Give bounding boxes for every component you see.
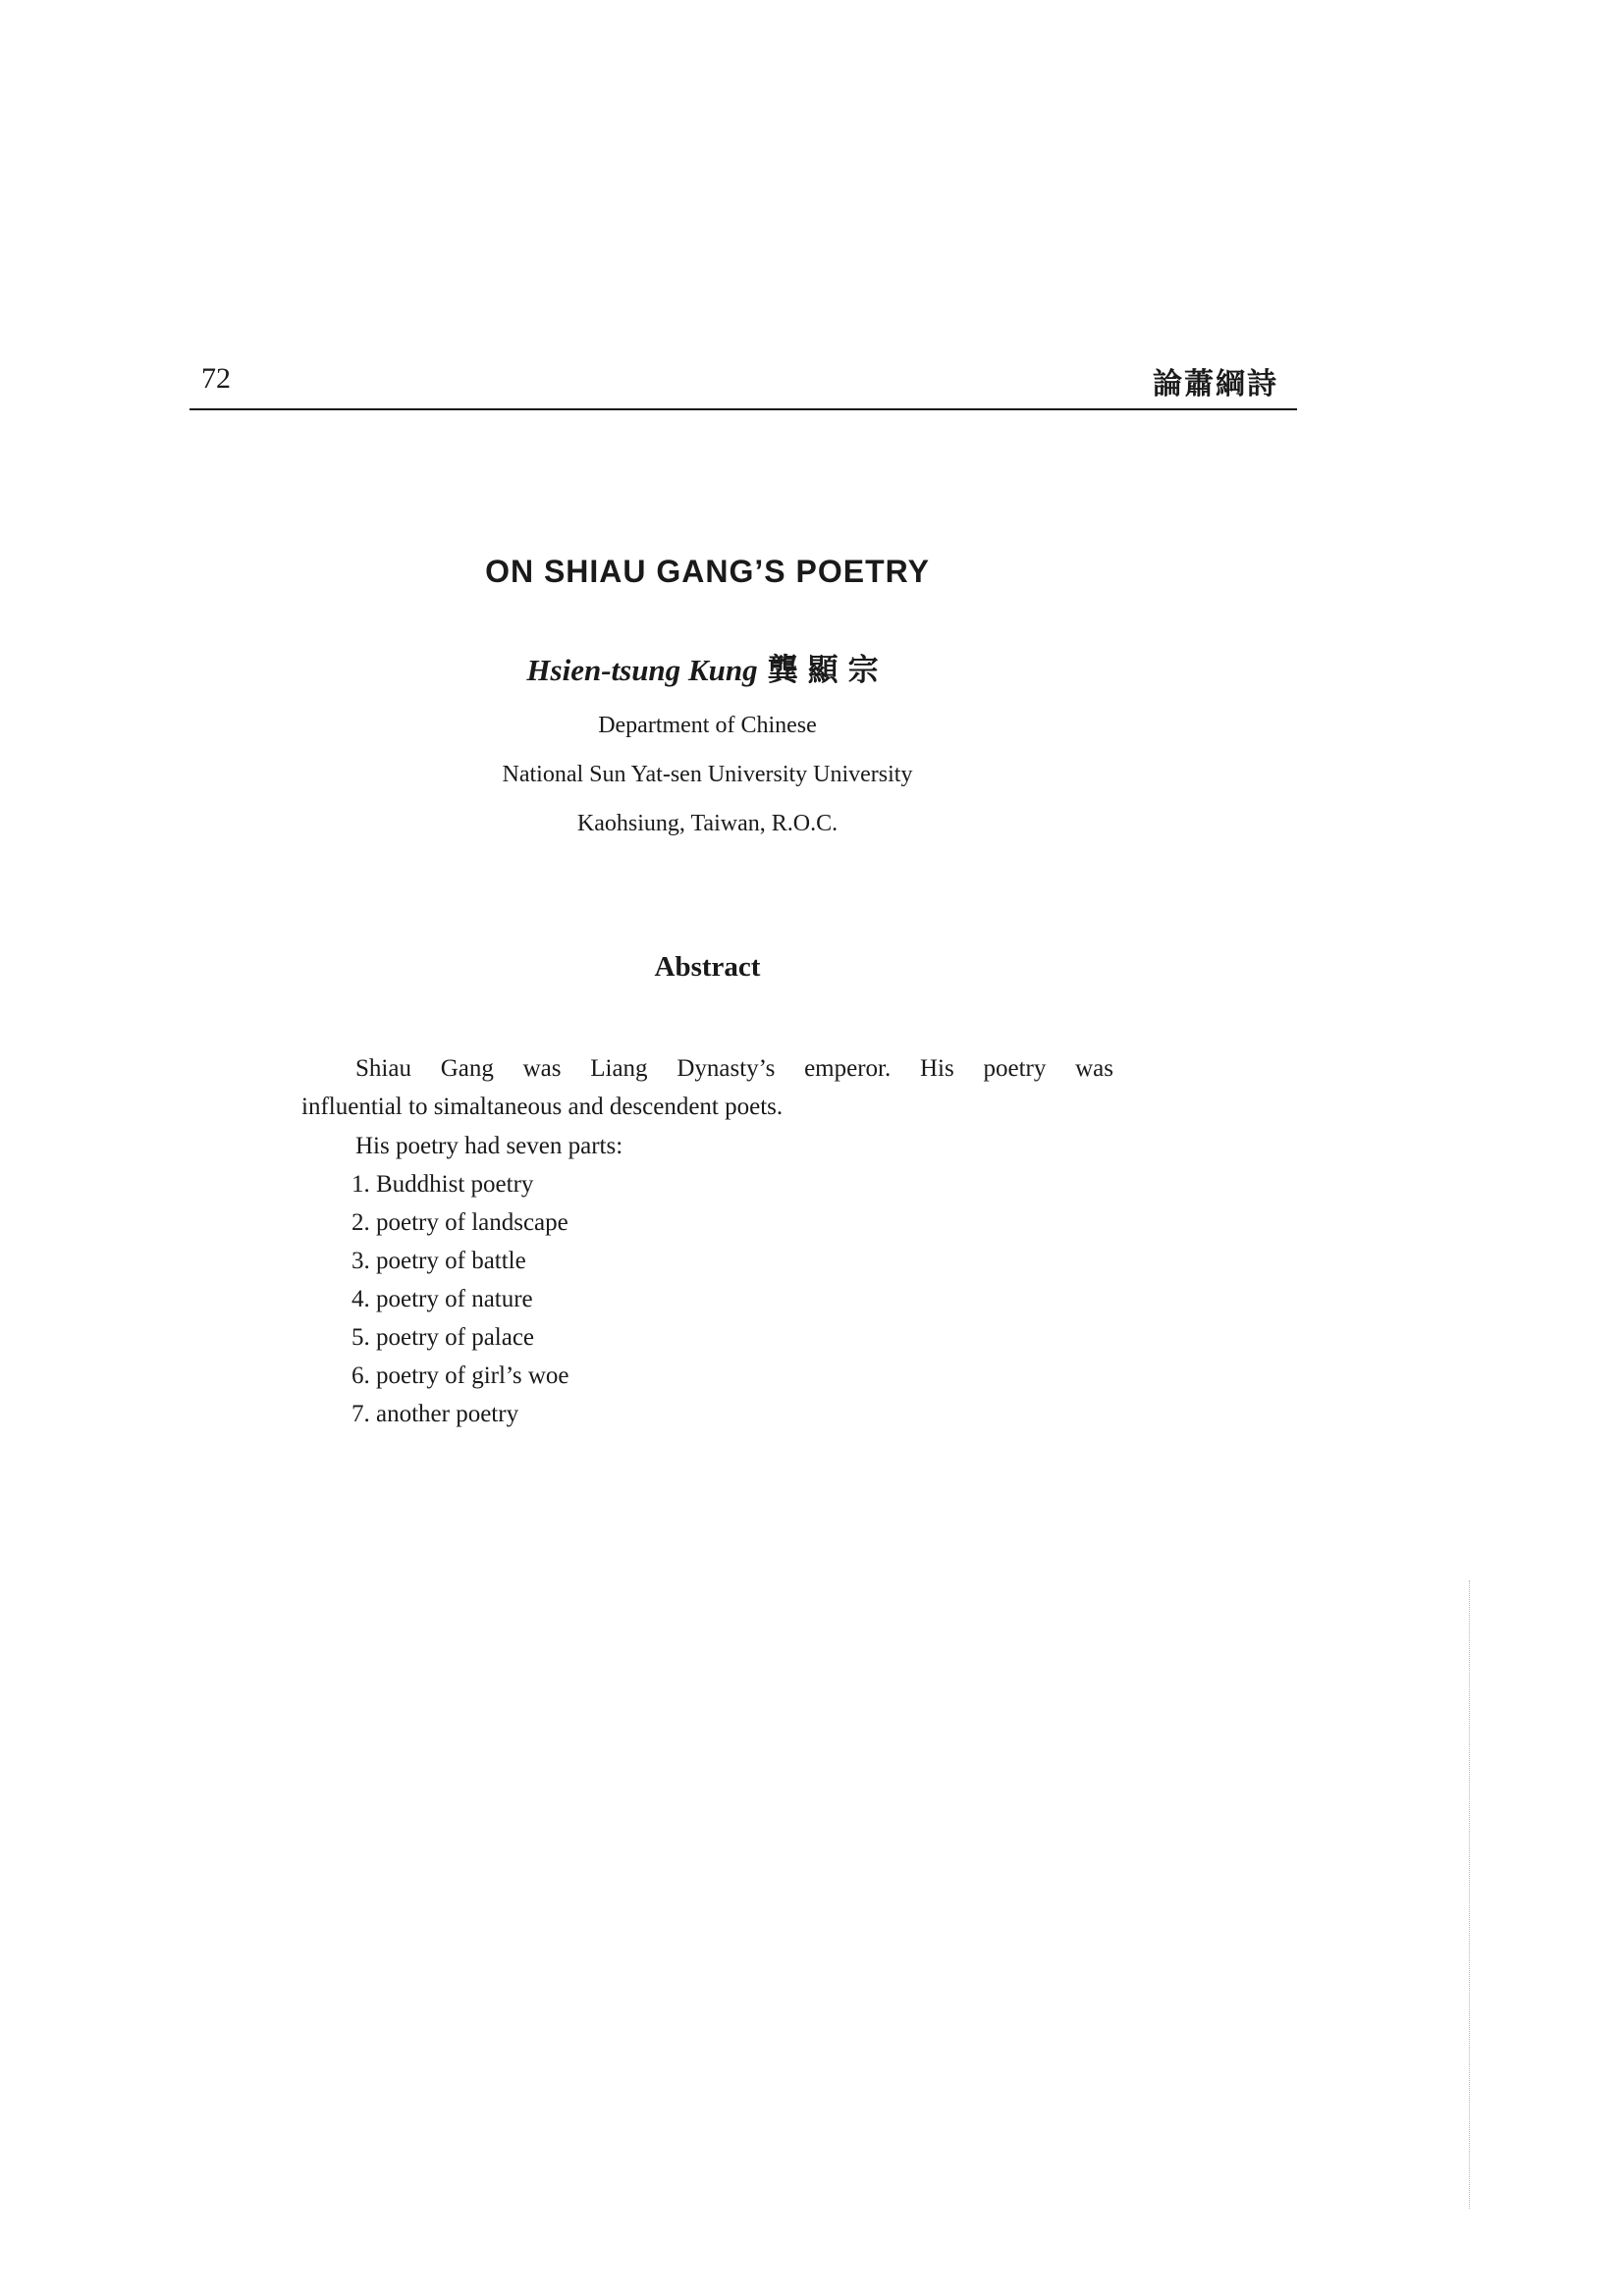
author-name: Hsien-tsung Kung bbox=[526, 653, 758, 687]
affiliation-university: National Sun Yat-sen University University bbox=[502, 762, 913, 787]
list-item: 1. Buddhist poetry bbox=[352, 1171, 534, 1198]
author-cjk-name: 龔顯宗 bbox=[767, 653, 889, 687]
page-number: 72 bbox=[201, 362, 231, 395]
list-item: 2. poetry of landscape bbox=[352, 1209, 568, 1236]
affiliation-department: Department of Chinese bbox=[598, 713, 817, 738]
header-rule bbox=[189, 408, 1297, 410]
list-item: 4. poetry of nature bbox=[352, 1286, 533, 1312]
running-title: 論蕭綱詩 bbox=[1153, 368, 1278, 400]
author-line bbox=[0, 655, 1415, 685]
scan-edge-artifact bbox=[1469, 1580, 1470, 2209]
list-item: 6. poetry of girl’s woe bbox=[352, 1362, 569, 1389]
list-item: 5. poetry of palace bbox=[352, 1324, 535, 1351]
abstract-heading: Abstract bbox=[654, 951, 761, 983]
poetry-parts-list bbox=[352, 1172, 568, 1440]
abstract-line-2: influential to simaltaneous and descendent poets. bbox=[301, 1094, 784, 1120]
list-item: 3. poetry of battle bbox=[352, 1248, 526, 1274]
list-item: 7. another poetry bbox=[352, 1401, 519, 1427]
abstract-line-3: His poetry had seven parts: bbox=[355, 1133, 623, 1159]
affiliation-location: Kaohsiung, Taiwan, R.O.C. bbox=[576, 811, 839, 836]
paper-title: ON SHIAU GANG’S POETRY bbox=[485, 554, 930, 589]
abstract-line-1: Shiau Gang was Liang Dynasty’s emperor. His poetry was bbox=[355, 1055, 1113, 1082]
